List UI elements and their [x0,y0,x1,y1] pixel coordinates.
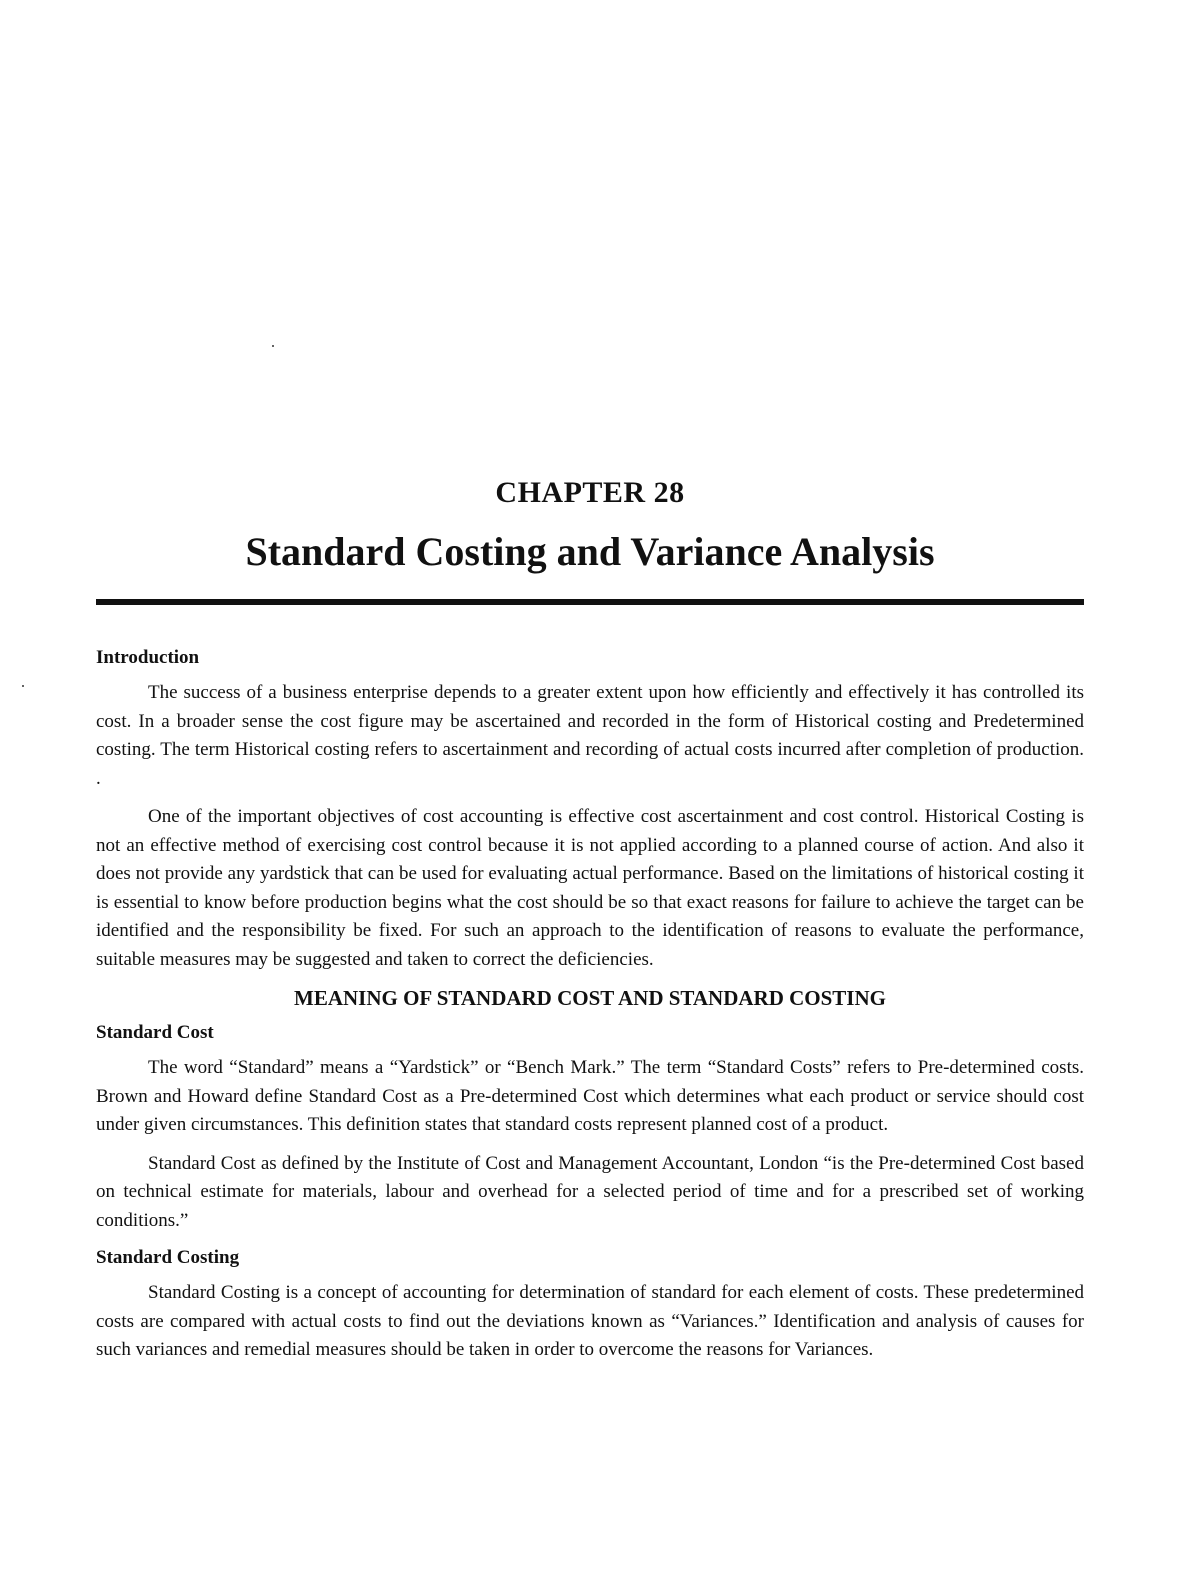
standard-cost-paragraph-1: The word “Standard” means a “Yardstick” or “Bench Mark.” The term “Standard Costs” refers to Pre-determined costs. Brown and Howard define Standard Cost as a Pre-determined Cost which determines what each product or service should cost under given circumstances. This definition states that standard costs represent planned cost of a product. [96,1057,1084,1135]
introduction-paragraph-2: One of the important objectives of cost accounting is effective cost ascertainment and cost control. Historical Costing is not an effective method of exercising cost control because it is not applied according to a planned course of action. And also it does not provide any yardstick that can be used for evaluating actual performance. Based on the limitations of historical costing it is essential to know before production begins what the cost should be so that exact reasons for failure to achieve the target can be identified and the responsibility be fixed. For such an approach to the identification of reasons to evaluate the performance, suitable measures may be suggested and taken to correct the deficiencies. [96,806,1084,970]
chapter-title: Standard Costing and Variance Analysis [245,529,935,574]
chapter-body [96,645,1084,1375]
meaning-section-heading: MEANING OF STANDARD COST AND STANDARD COSTING [294,986,886,1010]
title-rule [96,599,1084,605]
chapter-label: CHAPTER 28 [495,476,685,509]
scan-speck [272,345,274,347]
scan-speck [22,685,24,687]
standard-costing-paragraph-1: Standard Costing is a concept of accounting for determination of standard for each element of costs. These predetermined costs are compared with actual costs to find out the deviations known as “Variances.” Identification and analysis of causes for such variances and remedial measures should be taken in order to overcome the reasons for Variances. [96,1282,1084,1360]
introduction-paragraph-1: The success of a business enterprise depends to a greater extent upon how efficiently and effectively it has controlled its cost. In a broader sense the cost figure may be ascertained and recorded in the form of Historical costing and Predetermined costing. The term Historical costing refers to ascertainment and recording of actual costs incurred after completion of production. . [96,682,1084,789]
standard-cost-paragraph-2: Standard Cost as defined by the Institute of Cost and Management Accountant, London “is the Pre-determined Cost based on technical estimate for materials, labour and overhead for a selected period of time and for a prescribed set of working conditions.” [96,1152,1084,1231]
introduction-heading: Introduction [96,647,200,668]
standard-costing-heading: Standard Costing [96,1247,240,1268]
standard-cost-heading: Standard Cost [96,1022,214,1043]
